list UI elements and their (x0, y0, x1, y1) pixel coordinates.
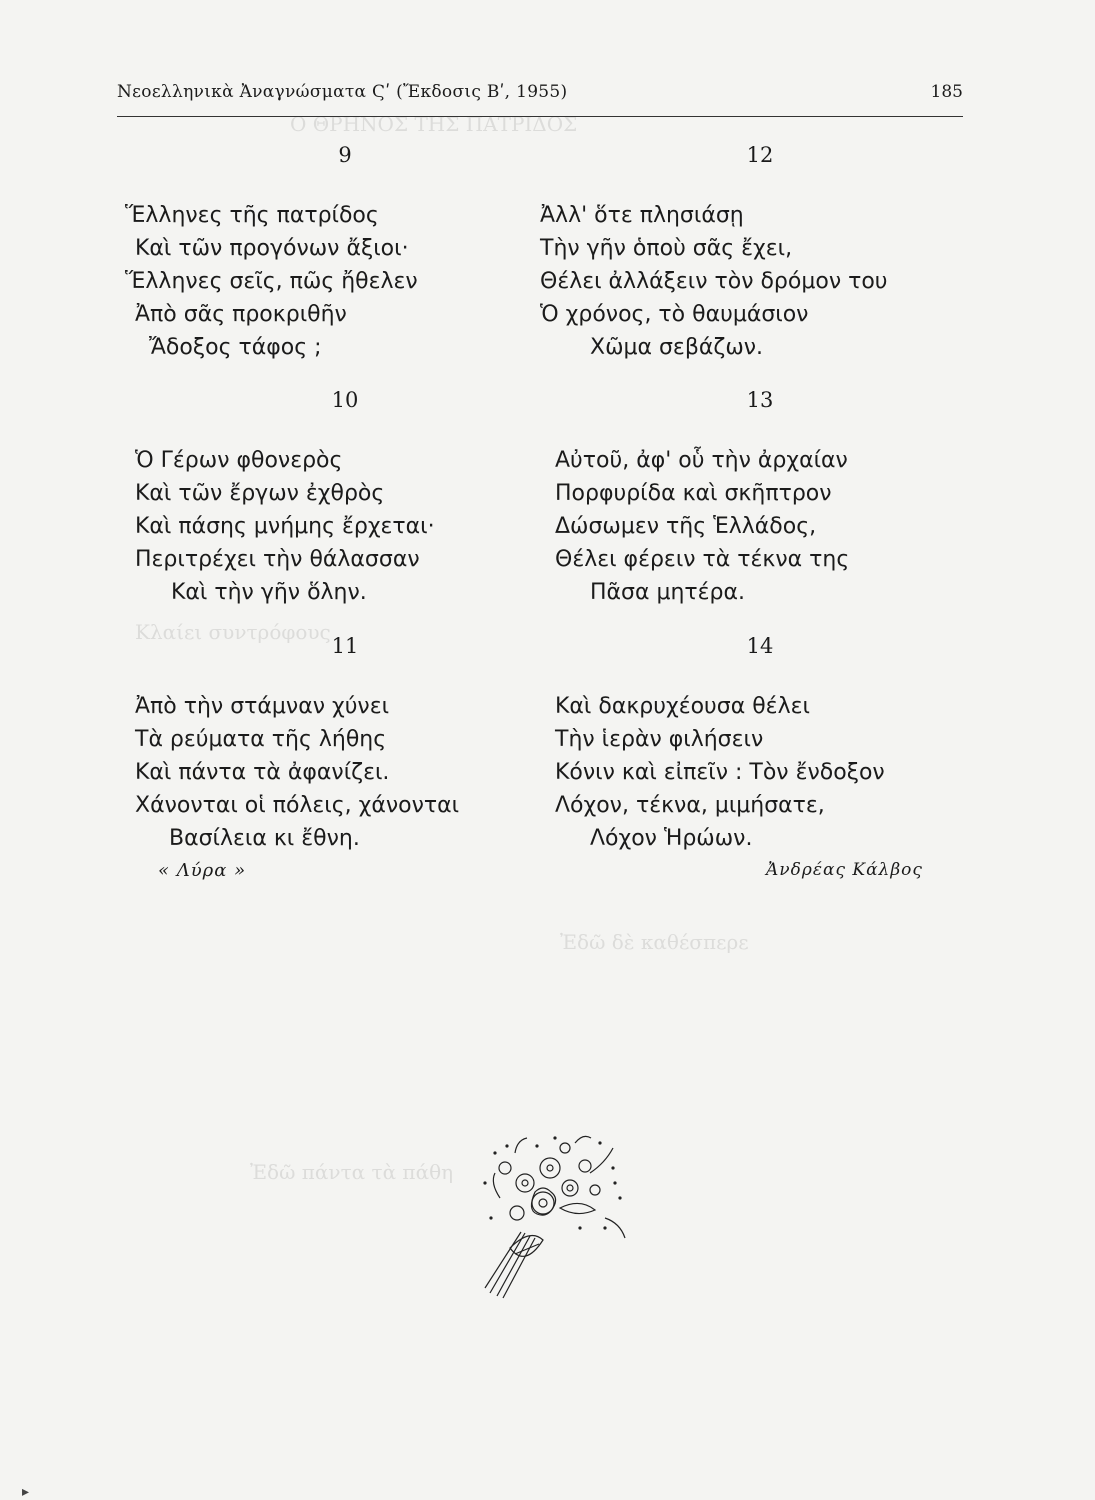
verse-line: Λόχον, τέκνα, μιμήσατε, (555, 793, 825, 818)
page-number: 185 (930, 82, 963, 102)
verse-line: Δώσωμεν τῆς Ἑλλάδος, (555, 514, 817, 539)
verse-line: Χάνονται οἱ πόλεις, χάνονται (135, 793, 460, 818)
verse-line: Ἀπὸ σᾶς προκριθῆν (135, 302, 347, 327)
verse-line: Ἀλλ' ὅτε πλησιάσῃ (540, 203, 744, 228)
stanza-number: 12 (746, 143, 774, 167)
verse-line: Κόνιν καὶ εἰπεῖν : Τὸν ἔνδοξον (555, 760, 885, 785)
stanza-10 (135, 388, 555, 609)
verse-line: Τὴν γῆν ὁποὺ σᾶς ἔχει, (540, 236, 793, 261)
verse-line: Καὶ τῶν προγόνων ἄξιοι· (135, 236, 409, 261)
verse-line: Θέλει φέρειν τὰ τέκνα της (555, 547, 850, 572)
verse-line: Καὶ πάντα τὰ ἀφανίζει. (135, 760, 390, 785)
verse-line: Ἕλληνες σεῖς, πῶς ἤθελεν (125, 269, 418, 294)
verse-line: Ὁ Γέρων φθονερὸς (135, 448, 343, 473)
stanza-number: 10 (331, 388, 359, 412)
verse-line: Αὐτοῦ, ἀφ' οὗ τὴν ἀρχαίαν (555, 448, 848, 473)
verse-line: Τὴν ἱερὰν φιλήσειν (555, 727, 764, 752)
bleed-through-text: Κλαίει συντρόφους (135, 620, 331, 644)
verse-line: Καὶ τὴν γῆν ὅλην. (171, 580, 367, 605)
stanza-number: 14 (746, 634, 774, 658)
verse-line: Τὰ ρεύματα τῆς λήθης (135, 727, 387, 752)
bleed-through-text: Ἐδῶ πάντα τὰ πάθη (250, 1160, 454, 1184)
verse-line: Ἄδοξος τάφος ; (149, 335, 322, 360)
stanza-number: 11 (331, 634, 359, 658)
flower-bouquet-icon (455, 1128, 645, 1303)
verse-line: Πᾶσα μητέρα. (590, 580, 746, 605)
stanza-number: 9 (338, 143, 352, 167)
running-header (117, 80, 963, 117)
verse-line: Λόχον Ἡρώων. (590, 826, 753, 851)
verse-line: Περιτρέχει τὴν θάλασσαν (135, 547, 420, 572)
verse-line: Πορφυρίδα καὶ σκῆπτρον (555, 481, 832, 506)
stanza-13 (540, 388, 980, 609)
verse-line: Ὁ χρόνος, τὸ θαυμάσιον (540, 302, 809, 327)
bleed-through-text: Ἐδῶ δὲ καθέσπερε (560, 930, 749, 954)
bleed-through-heading: Ο ΘΡΗΝΟΣ ΤΗΣ ΠΑΤΡΙΔΟΣ (290, 112, 578, 136)
scan-mark: ▸ (22, 1484, 30, 1500)
verse-line: Θέλει ἀλλάξειν τὸν δρόμον του (540, 269, 888, 294)
stanza-14 (540, 634, 980, 855)
stanza-12 (540, 143, 980, 364)
verse-line: Χῶμα σεβάζων. (590, 335, 764, 360)
stanza-11 (135, 634, 555, 855)
verse-line: Ἕλληνες τῆς πατρίδος (125, 203, 379, 228)
verse-line: Βασίλεια κι ἔθνη. (169, 826, 360, 851)
verse-line: Καὶ τῶν ἔργων ἐχθρὸς (135, 481, 385, 506)
running-title: Νεοελληνικὰ Ἀναγνώσματα Ϛʹ (Ἔκδοσις Βʹ, 1955) (117, 82, 568, 102)
stanza-number: 13 (746, 388, 774, 412)
stanza-9 (125, 143, 555, 364)
verse-line: Καὶ δακρυχέουσα θέλει (555, 694, 810, 719)
verse-line: Ἀπὸ τὴν στάμναν χύνει (135, 694, 390, 719)
source-title: « Λύρα » (158, 860, 247, 881)
verse-line: Καὶ πάσης μνήμης ἔρχεται· (135, 514, 435, 539)
author-name: Ἀνδρέας Κάλβος (766, 860, 923, 880)
